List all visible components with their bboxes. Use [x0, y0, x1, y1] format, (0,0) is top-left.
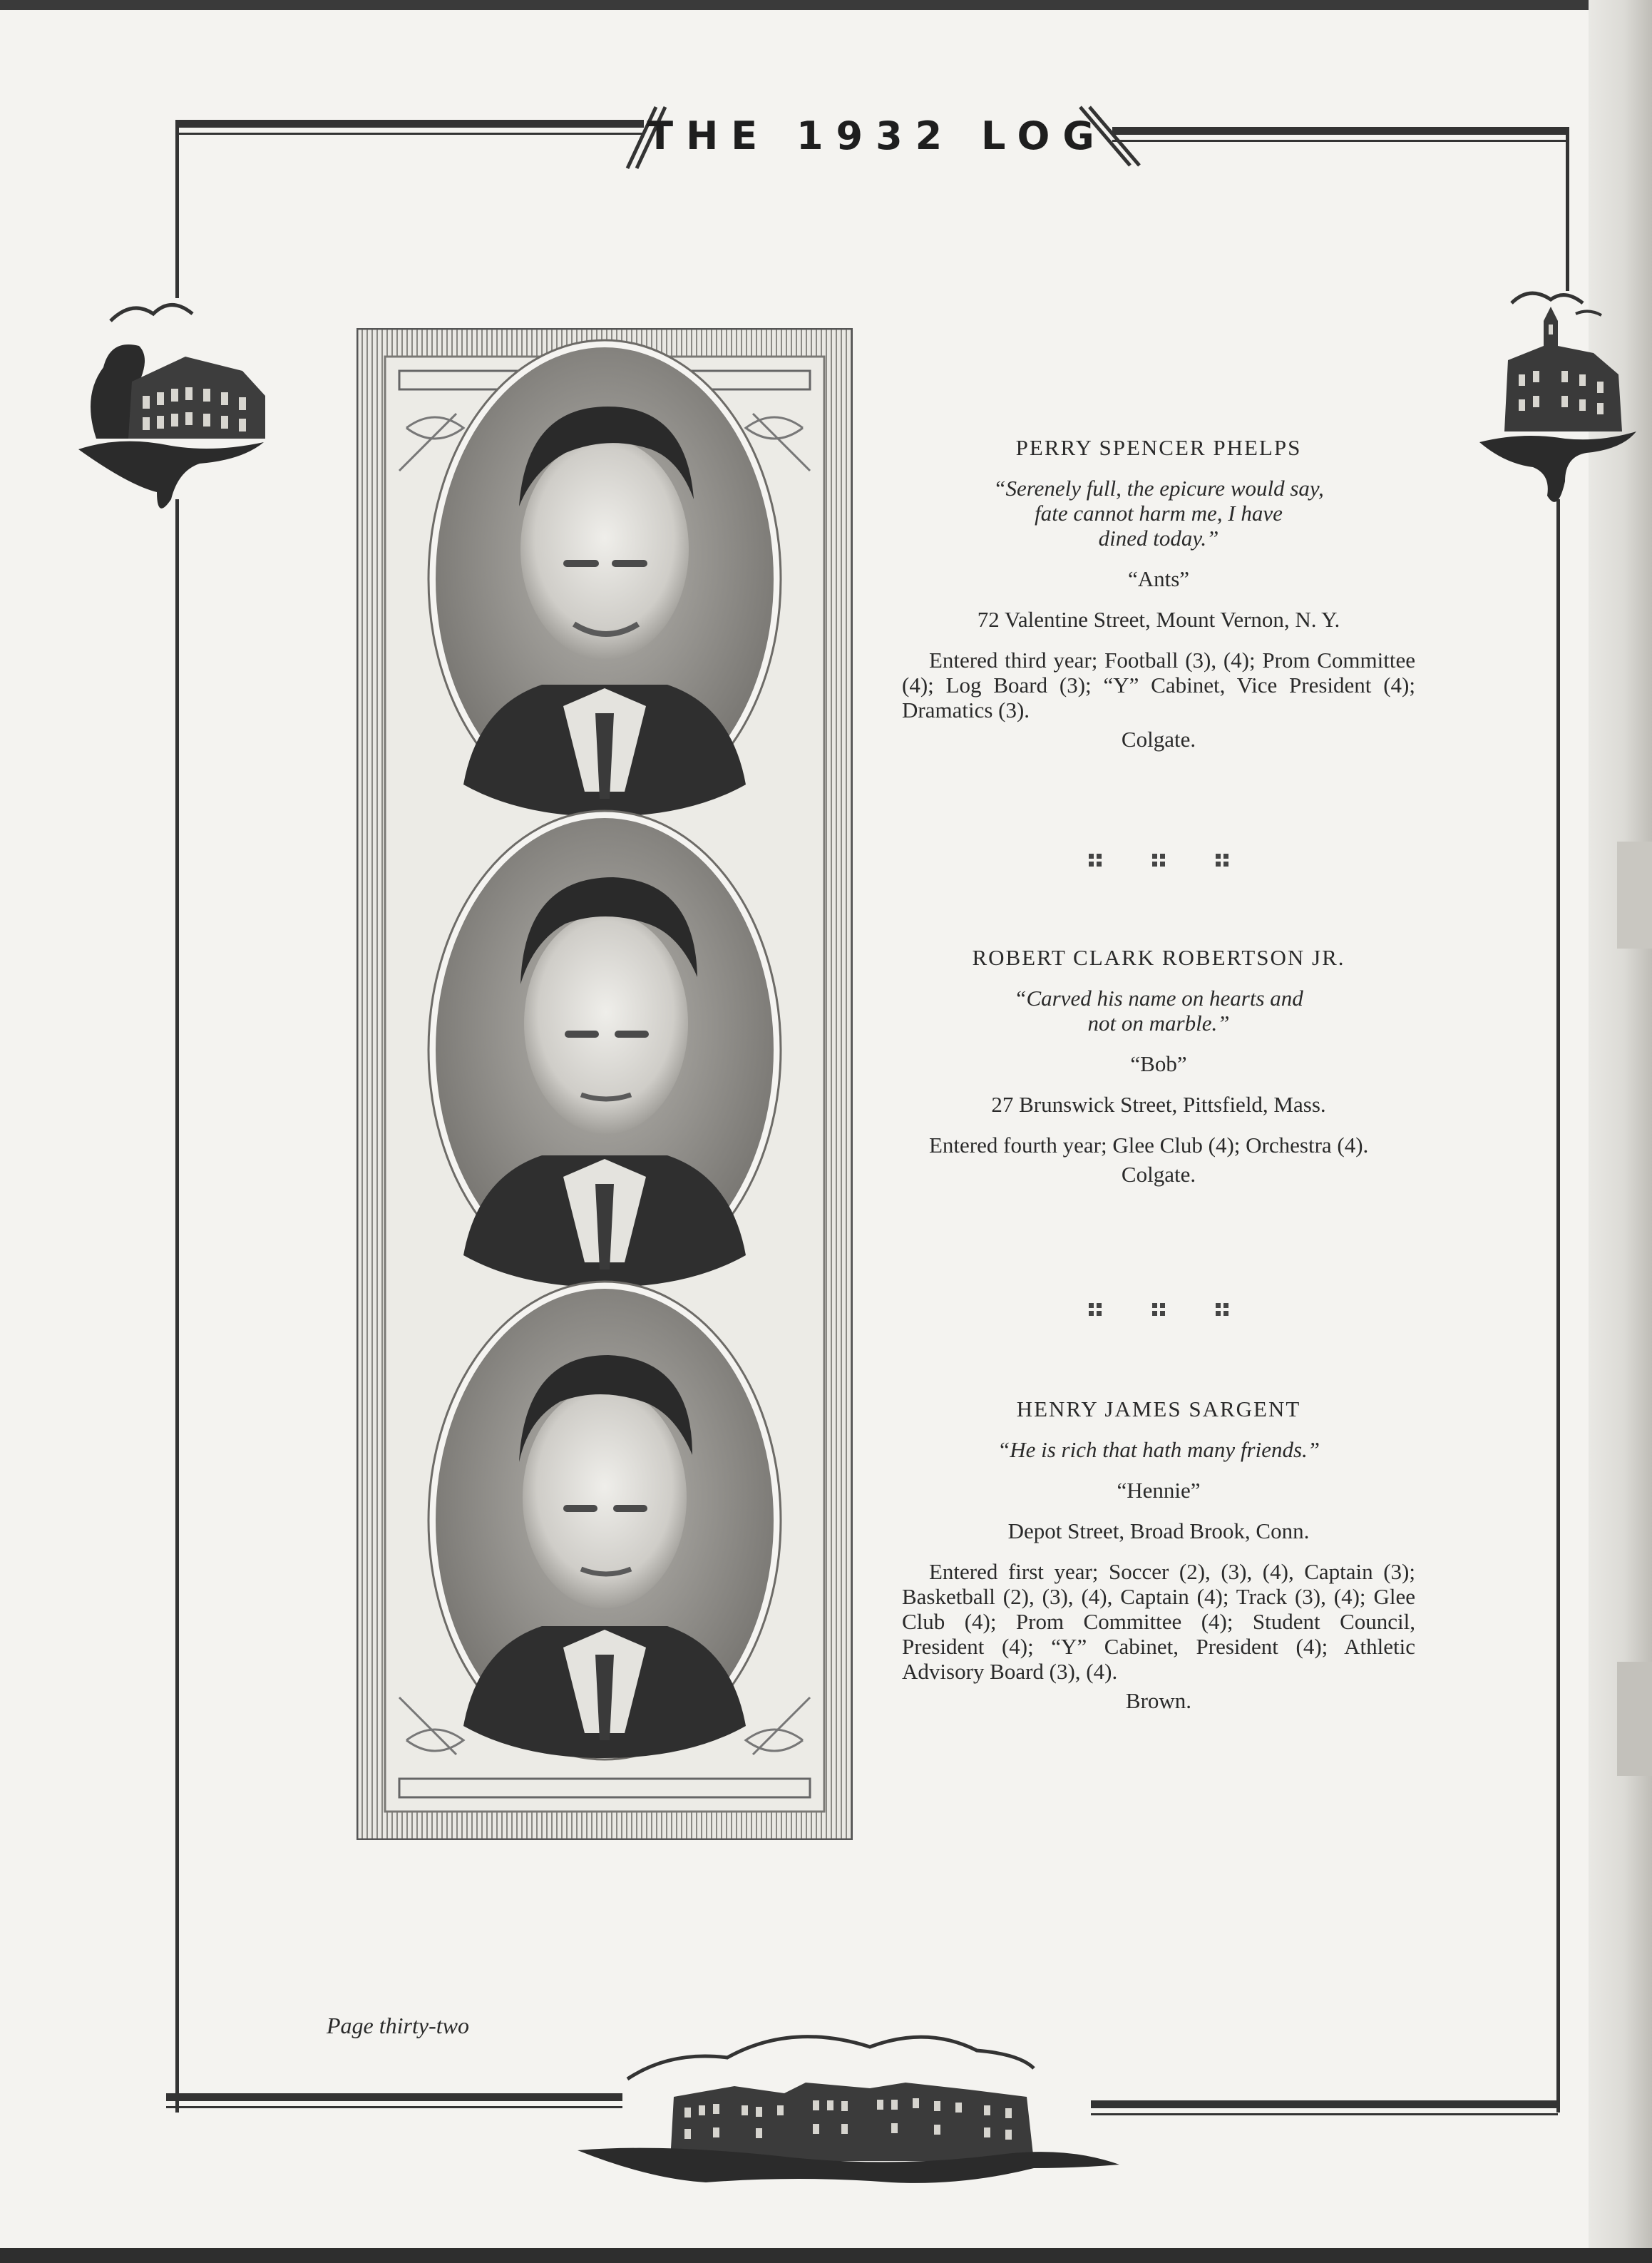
student-quote: “Serenely full, the epicure would say, fate cannot harm me, I have dined today.” — [993, 476, 1324, 551]
student-name: ROBERT CLARK ROBERTSON JR. — [972, 945, 1345, 970]
student-address: 72 Valentine Street, Mount Vernon, N. Y. — [977, 607, 1340, 633]
college-tower-vignette-right-icon — [1476, 282, 1640, 517]
student-address: Depot Street, Broad Brook, Conn. — [1007, 1518, 1310, 1544]
student-nickname: “Ants” — [1127, 566, 1190, 592]
portrait-sargent — [429, 1282, 781, 1759]
student-address: 27 Brunswick Street, Pittsfield, Mass. — [991, 1092, 1326, 1118]
student-record: Entered first year; Soccer (2), (3), (4), Captain (3); Basketball (2), (3), (4), Captain (4); Track (3), (4); Glee Club (4); Prom Committee (4); Student Council, President (4); “Y” Cabinet, President (4); Athletic Advisory Board (3), (4). — [902, 1559, 1415, 1685]
yearbook-header-title: THE 1932 LOG — [647, 113, 1107, 158]
student-nickname: “Bob” — [1130, 1051, 1187, 1077]
portrait-phelps — [429, 340, 781, 818]
student-record: Entered fourth year; Glee Club (4); Orchestra (4). — [929, 1133, 1369, 1158]
student-record: Entered third year; Football (3), (4); Prom Committee (4); Log Board (3); “Y” Cabinet, Vice President (4); Dramatics (3). — [902, 648, 1415, 723]
student-name: PERRY SPENCER PHELPS — [1015, 435, 1302, 460]
college-building-vignette-left-icon — [71, 289, 285, 524]
separator-ornament — [1087, 1302, 1230, 1323]
student-college: Colgate. — [1121, 727, 1196, 752]
separator-ornament — [1087, 852, 1230, 874]
student-quote: “He is rich that hath many friends.” — [997, 1437, 1320, 1463]
portrait-robertson — [429, 811, 781, 1289]
portrait-panel — [356, 328, 853, 1840]
campus-buildings-vignette-bottom-icon — [570, 2026, 1127, 2190]
student-name: HENRY JAMES SARGENT — [1016, 1396, 1301, 1421]
page-number: Page thirty-two — [327, 2013, 469, 2038]
entry-robertson — [902, 945, 1415, 1187]
student-college: Colgate. — [1121, 1162, 1196, 1187]
student-quote: “Carved his name on hearts and not on marble.” — [1014, 986, 1303, 1036]
entry-sargent — [902, 1396, 1415, 1713]
student-college: Brown. — [1125, 1688, 1192, 1714]
entry-phelps — [902, 435, 1415, 752]
student-nickname: “Hennie” — [1117, 1478, 1201, 1503]
